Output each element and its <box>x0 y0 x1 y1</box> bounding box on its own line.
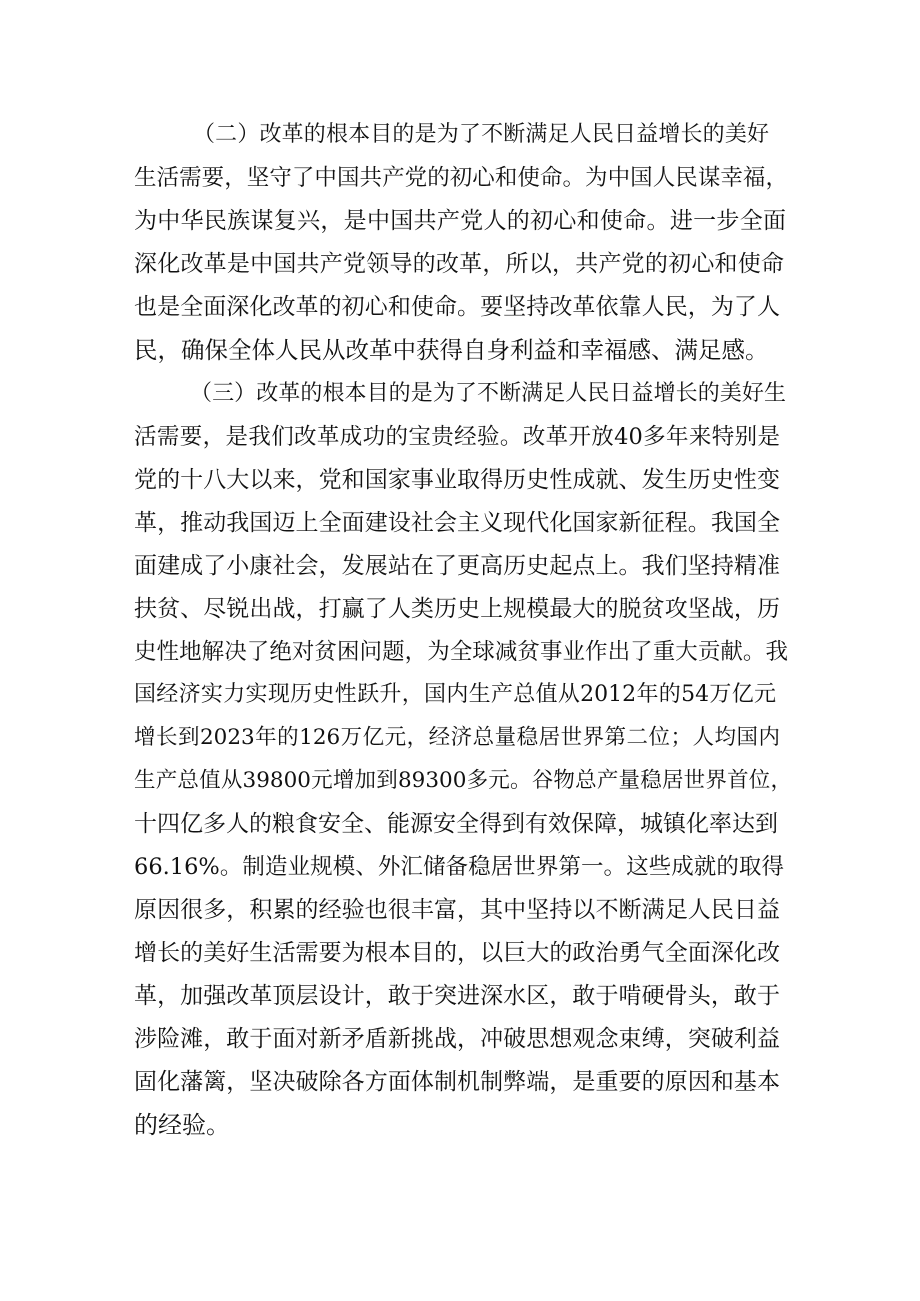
text-line: 66.16%。制造业规模、外汇储备稳居世界第一。这些成就的取得 <box>134 854 784 880</box>
text-line: （三）改革的根本目的是为了不断满足人民日益增长的美好生 <box>190 381 786 406</box>
text-line: 民，确保全体人民从改革中获得自身利益和幸福感、满足感。 <box>134 336 769 364</box>
text-line: 国经济实力实现历史性跃升，国内生产总值从2012年的54万亿元 <box>134 682 776 707</box>
text-line: 也是全面深化改革的初心和使命。要坚持改革依靠人民，为了人 <box>134 294 780 320</box>
text-line: 革，加强改革顶层设计，敢于突进深水区，敢于啃硬骨头，敢于 <box>134 983 780 1009</box>
text-line: 扶贫、尽锐出战，打赢了人类历史上规模最大的脱贫攻坚战，历 <box>134 596 780 622</box>
text-line: （二）改革的根本目的是为了不断满足人民日益增长的美好 <box>193 122 769 147</box>
text-line: 面建成了小康社会，发展站在了更高历史起点上。我们坚持精准 <box>134 553 780 579</box>
text-line: 为中华民族谋复兴，是中国共产党人的初心和使命。进一步全面 <box>134 208 786 234</box>
text-line: 涉险滩，敢于面对新矛盾新挑战，冲破思想观念束缚，突破利益 <box>134 1026 780 1052</box>
text-line: 史性地解决了绝对贫困问题，为全球减贫事业作出了重大贡献。我 <box>134 639 788 665</box>
text-line: 增长到2023年的126万亿元，经济总量稳居世界第二位；人均国内 <box>134 725 780 750</box>
text-line: 原因很多，积累的经验也很丰富，其中坚持以不断满足人民日益 <box>134 897 780 923</box>
text-line: 十四亿多人的粮食安全、能源安全得到有效保障，城镇化率达到 <box>134 811 778 837</box>
text-line: 深化改革是中国共产党领导的改革，所以，共产党的初心和使命 <box>134 251 784 277</box>
text-line: 革，推动我国迈上全面建设社会主义现代化国家新征程。我国全 <box>134 510 780 536</box>
text-line: 增长的美好生活需要为根本目的，以巨大的政治勇气全面深化改 <box>134 940 780 966</box>
text-line: 活需要，是我们改革成功的宝贵经验。改革开放40多年来特别是 <box>134 424 780 450</box>
text-line: 生活需要，坚守了中国共产党的初心和使命。为中国人民谋幸福， <box>134 165 788 191</box>
text-line: 固化藩篱，坚决破除各方面体制机制弊端，是重要的原因和基本 <box>134 1069 780 1095</box>
text-line: 生产总值从39800元增加到89300多元。谷物总产量稳居世界首位， <box>134 768 792 793</box>
text-line: 党的十八大以来，党和国家事业取得历史性成就、发生历史性变 <box>134 467 780 493</box>
text-line: 的经验。 <box>134 1111 230 1139</box>
